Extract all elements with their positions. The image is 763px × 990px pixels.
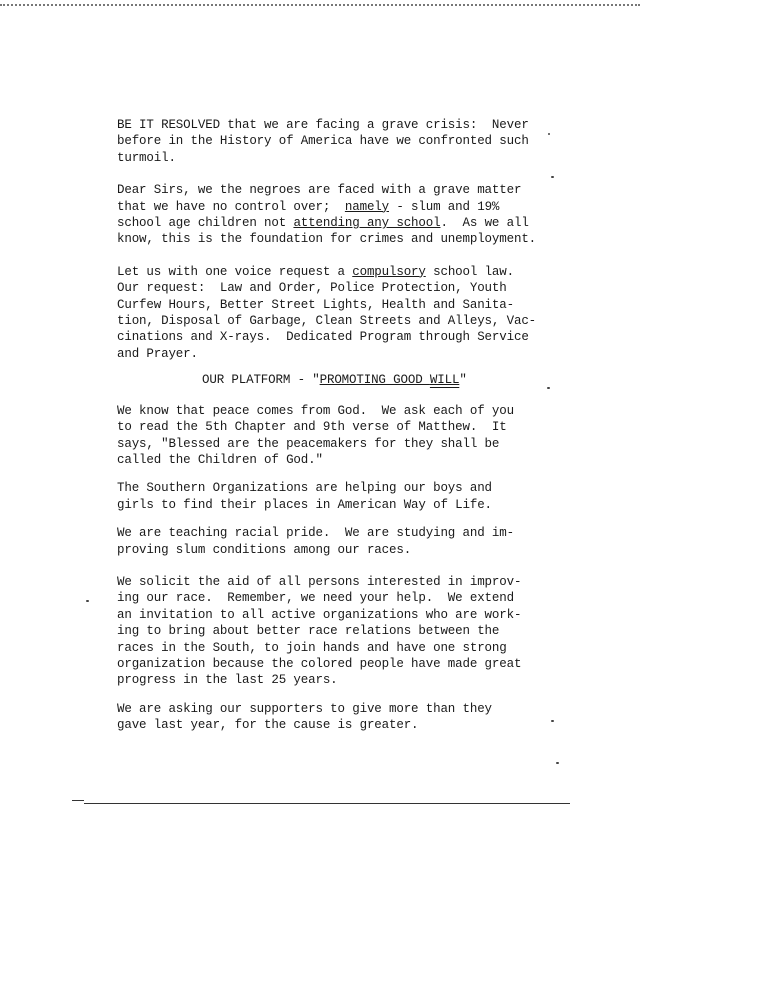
typed-document bbox=[117, 117, 557, 734]
request-paragraph bbox=[117, 264, 557, 362]
text-line: We know that peace comes from God. We ask each of you bbox=[117, 403, 514, 418]
text-line bbox=[117, 199, 557, 215]
underlined-compulsory: compulsory bbox=[352, 264, 426, 279]
bottom-rule bbox=[84, 803, 570, 804]
text-line: before in the History of America have we confronted such bbox=[117, 134, 529, 149]
text-line: turmoil. bbox=[117, 150, 176, 165]
peace-paragraph bbox=[117, 403, 557, 469]
scan-speck bbox=[556, 762, 559, 764]
scan-speck bbox=[86, 600, 89, 602]
text-line: Curfew Hours, Better Street Lights, Health and Sanita- bbox=[117, 297, 514, 312]
supporters-paragraph bbox=[117, 701, 557, 734]
text-segment: - slum and 19% bbox=[389, 199, 500, 214]
text-line: Our request: Law and Order, Police Protection, Youth bbox=[117, 281, 507, 296]
text-line: and Prayer. bbox=[117, 346, 198, 361]
resolution-paragraph bbox=[117, 117, 557, 166]
text-segment: school law. bbox=[425, 264, 514, 279]
text-line: races in the South, to join hands and have one strong bbox=[117, 640, 507, 655]
text-segment: school age children not bbox=[117, 216, 294, 231]
text-line: ing our race. Remember, we need your help. We extend bbox=[117, 591, 514, 606]
text-line: The Southern Organizations are helping our boys and bbox=[117, 481, 492, 496]
text-line: proving slum conditions among our races. bbox=[117, 542, 412, 557]
heading-suffix: " bbox=[459, 373, 467, 388]
text-line: called the Children of God." bbox=[117, 452, 323, 467]
heading-double-underlined-text: WILL bbox=[429, 373, 460, 388]
underlined-attending-any-school: attending any school bbox=[293, 216, 441, 231]
underlined-namely: namely bbox=[344, 199, 389, 214]
heading-prefix: OUR PLATFORM - " bbox=[202, 373, 320, 388]
text-line: BE IT RESOLVED that we are facing a grave crisis: Never bbox=[117, 118, 529, 132]
platform-heading bbox=[117, 372, 557, 388]
text-line bbox=[117, 264, 557, 280]
heading-underlined-text: PROMOTING GOOD bbox=[319, 373, 430, 388]
scan-speck bbox=[547, 387, 550, 389]
top-dotted-border bbox=[0, 4, 640, 6]
text-line: know, this is the foundation for crimes and unemployment. bbox=[117, 232, 537, 247]
text-line: We are asking our supporters to give more than they bbox=[117, 701, 492, 716]
text-line: cinations and X-rays. Dedicated Program through Service bbox=[117, 330, 529, 345]
text-line: gave last year, for the cause is greater. bbox=[117, 718, 419, 733]
text-line bbox=[117, 215, 557, 231]
text-segment: that we have no control over; bbox=[117, 199, 345, 214]
text-line: tion, Disposal of Garbage, Clean Streets and Alleys, Vac- bbox=[117, 314, 537, 329]
text-line: ing to bring about better race relations between the bbox=[117, 624, 500, 639]
text-line: to read the 5th Chapter and 9th verse of Matthew. It bbox=[117, 420, 507, 435]
text-segment: Let us with one voice request a bbox=[117, 264, 353, 279]
bottom-rule-stub bbox=[72, 800, 84, 801]
text-line: organization because the colored people have made great bbox=[117, 656, 522, 671]
text-line: We are teaching racial pride. We are studying and im- bbox=[117, 526, 514, 541]
text-line: girls to find their places in American Way of Life. bbox=[117, 497, 492, 512]
organizations-paragraph bbox=[117, 480, 557, 513]
text-line: says, "Blessed are the peacemakers for they shall be bbox=[117, 436, 500, 451]
scan-speck bbox=[551, 720, 554, 722]
text-line: Dear Sirs, we the negroes are faced with a grave matter bbox=[117, 183, 522, 198]
text-line: progress in the last 25 years. bbox=[117, 673, 338, 688]
text-line: an invitation to all active organizations who are work- bbox=[117, 607, 522, 622]
solicit-aid-paragraph bbox=[117, 574, 557, 689]
text-line: We solicit the aid of all persons interested in improv- bbox=[117, 574, 522, 589]
scan-speck bbox=[551, 176, 554, 178]
scan-speck bbox=[548, 133, 550, 135]
racial-pride-paragraph bbox=[117, 525, 557, 558]
grave-matter-paragraph bbox=[117, 182, 557, 248]
text-segment: . As we all bbox=[440, 216, 529, 231]
